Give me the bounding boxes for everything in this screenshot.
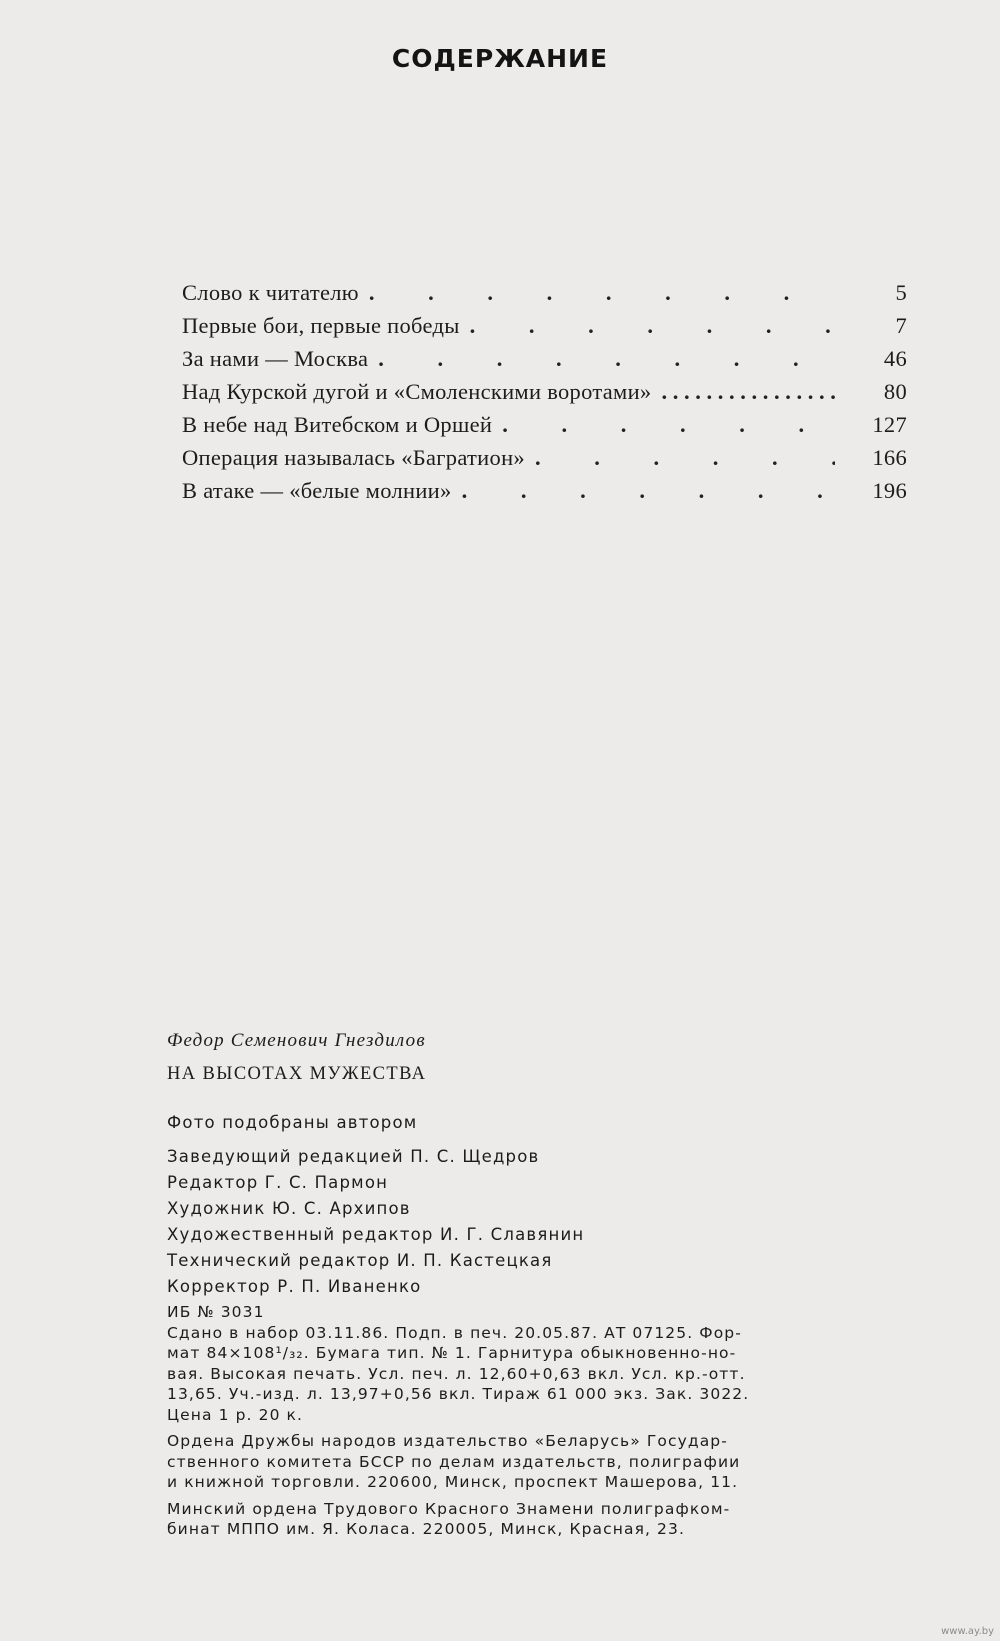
toc-entry-title: Первые бои, первые победы xyxy=(182,313,460,338)
toc-entry xyxy=(182,445,907,478)
toc-entry-title: В небе над Витебском и Оршей xyxy=(182,412,493,437)
publisher-line: Ордена Дружбы народов издательство «Беларусь» Государ- xyxy=(167,1432,728,1450)
toc-leader-dots xyxy=(462,478,835,504)
toc-leader-dots xyxy=(535,445,835,471)
print-detail-line: Цена 1 р. 20 к. xyxy=(167,1405,304,1424)
author-name: Федор Семенович Гнездилов xyxy=(167,1030,426,1051)
toc-leader-dots xyxy=(470,313,835,339)
toc-entry-title: Операция называлась «Багратион» xyxy=(182,445,525,470)
print-detail-line: вая. Высокая печать. Усл. печ. л. 12,60+0,63 вкл. Усл. кр.-отт. xyxy=(167,1364,746,1383)
toc-entry xyxy=(182,280,907,313)
imprint xyxy=(167,1030,912,1546)
toc-entry-page: 196 xyxy=(872,478,907,503)
credit-line: Художник Ю. С. Архипов xyxy=(167,1199,411,1218)
credits-list xyxy=(167,1110,912,1300)
toc-entry-page: 80 xyxy=(883,379,907,404)
credit-line: Фото подобраны автором xyxy=(167,1113,418,1132)
toc-entry xyxy=(182,346,907,379)
print-detail-line: 13,65. Уч.-изд. л. 13,97+0,56 вкл. Тираж 61 000 экз. Зак. 3022. xyxy=(167,1385,750,1403)
credit-line: Редактор Г. С. Пармон xyxy=(167,1173,389,1192)
printer-line: бинат МППО им. Я. Коласа. 220005, Минск, Красная, 23. xyxy=(167,1520,686,1538)
toc-leader-dots xyxy=(502,412,835,438)
toc-leader-dots xyxy=(661,379,835,405)
toc-entry xyxy=(182,478,907,511)
toc-entry-title: Слово к читателю xyxy=(182,280,359,305)
publisher-line: ственного комитета БССР по делам издательств, полиграфии xyxy=(167,1452,741,1471)
print-details-block xyxy=(167,1302,912,1425)
printer-line: Минский ордена Трудового Красного Знамени полиграфком- xyxy=(167,1499,731,1518)
toc-entry-page: 127 xyxy=(872,412,907,437)
print-details xyxy=(167,1302,912,1540)
toc-entry xyxy=(182,313,907,346)
toc-entry-title: За нами — Москва xyxy=(182,346,369,371)
toc-entry-page: 166 xyxy=(872,445,907,470)
toc-entry xyxy=(182,379,907,412)
credit-line: Технический редактор И. П. Кастецкая xyxy=(167,1251,553,1270)
publisher-line: и книжной торговли. 220600, Минск, проспект Машерова, 11. xyxy=(167,1473,739,1491)
toc-entry-title: Над Курской дугой и «Смоленскими воротами» xyxy=(182,379,652,404)
print-detail-line: мат 84×108¹/₃₂. Бумага тип. № 1. Гарнитура обыкновенно-но- xyxy=(167,1344,737,1362)
toc-entry xyxy=(182,412,907,445)
credit-line: Заведующий редакцией П. С. Щедров xyxy=(167,1147,540,1166)
toc-entry-page: 5 xyxy=(895,280,907,305)
toc-entry-page: 46 xyxy=(883,346,907,371)
print-detail-line: ИБ № 3031 xyxy=(167,1303,265,1321)
toc-leader-dots xyxy=(378,346,835,372)
credit-line: Художественный редактор И. Г. Славянин xyxy=(167,1225,585,1244)
credit-line: Корректор Р. П. Иваненко xyxy=(167,1277,422,1296)
toc-entry-title: В атаке — «белые молнии» xyxy=(182,478,452,503)
table-of-contents xyxy=(182,280,907,511)
toc-entry-page: 7 xyxy=(895,313,907,338)
toc-heading: СОДЕРЖАНИЕ xyxy=(391,44,609,73)
toc-leader-dots xyxy=(369,280,835,306)
printer-block xyxy=(167,1499,912,1540)
site-watermark: www.ay.by xyxy=(941,1626,994,1637)
publisher-block xyxy=(167,1431,912,1493)
book-title: НА ВЫСОТАХ МУЖЕСТВА xyxy=(167,1064,427,1084)
print-detail-line: Сдано в набор 03.11.86. Подп. в печ. 20.05.87. АТ 07125. Фор- xyxy=(167,1323,742,1342)
